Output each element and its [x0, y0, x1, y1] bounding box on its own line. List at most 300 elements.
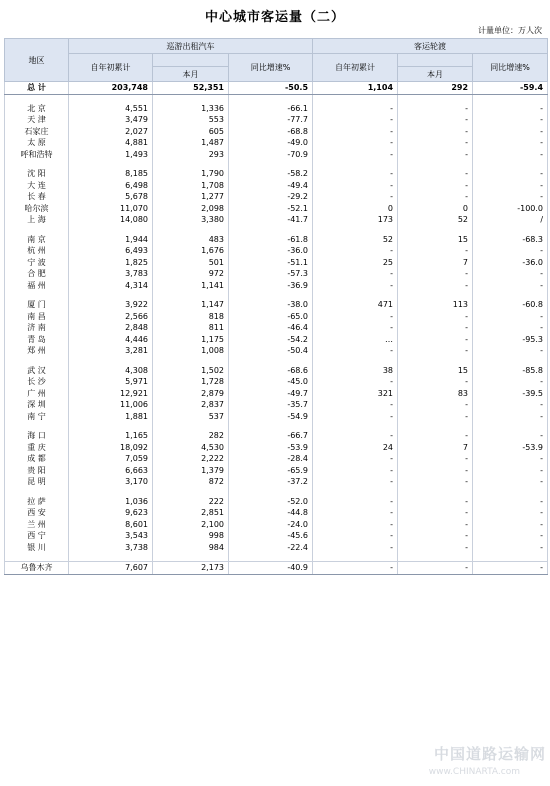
- ferry-ytd-cell: -: [313, 311, 398, 323]
- ferry-month-cell: -: [398, 465, 473, 477]
- ferry-yoy-cell: -: [473, 430, 548, 442]
- table-row: [5, 311, 548, 323]
- taxi-month-cell: 1,141: [153, 280, 229, 292]
- taxi-ytd-cell: 5,971: [69, 376, 153, 388]
- ferry-month-cell: -: [398, 311, 473, 323]
- ferry-month-cell: -: [398, 430, 473, 442]
- table-row: [5, 411, 548, 423]
- spacer-cell: [229, 357, 313, 365]
- header-taxi-group: 巡游出租汽车: [69, 39, 313, 54]
- watermark-url: www.CHINARTA.com: [428, 767, 520, 777]
- spacer-row: [5, 422, 548, 430]
- spacer-cell: [398, 291, 473, 299]
- taxi-month-cell: 553: [153, 114, 229, 126]
- taxi-yoy-cell: -49.4: [229, 180, 313, 192]
- taxi-yoy-cell: -44.8: [229, 507, 313, 519]
- ferry-ytd-cell: -: [313, 465, 398, 477]
- ferry-yoy-cell: -: [473, 311, 548, 323]
- ferry-ytd-cell: 25: [313, 257, 398, 269]
- city-name: 拉 萨: [5, 496, 69, 508]
- taxi-month-cell: 483: [153, 234, 229, 246]
- ferry-yoy-cell: -: [473, 542, 548, 554]
- taxi-ytd-cell: 8,601: [69, 519, 153, 531]
- spacer-cell: [5, 422, 69, 430]
- table-row: [5, 257, 548, 269]
- ferry-ytd-cell: -: [313, 399, 398, 411]
- city-name: 重 庆: [5, 442, 69, 454]
- ferry-ytd-cell: -: [313, 180, 398, 192]
- taxi-yoy-cell: -24.0: [229, 519, 313, 531]
- ferry-yoy-cell: -: [473, 507, 548, 519]
- ferry-ytd-cell: -: [313, 149, 398, 161]
- taxi-month-cell: 1,379: [153, 465, 229, 477]
- ferry-yoy-cell: -85.8: [473, 365, 548, 377]
- taxi-ytd-cell: 1,825: [69, 257, 153, 269]
- city-name: 太 原: [5, 137, 69, 149]
- table-row: [5, 345, 548, 357]
- city-name: 郑 州: [5, 345, 69, 357]
- taxi-month-cell: 501: [153, 257, 229, 269]
- ferry-month-cell: -: [398, 530, 473, 542]
- taxi-ytd-cell: 1,881: [69, 411, 153, 423]
- spacer-cell: [153, 291, 229, 299]
- ferry-month-cell: -: [398, 334, 473, 346]
- spacer-cell: [313, 488, 398, 496]
- taxi-ytd-cell: 18,092: [69, 442, 153, 454]
- ferry-month-cell: -: [398, 411, 473, 423]
- header-spacer: [398, 54, 473, 67]
- spacer-cell: [69, 94, 153, 103]
- taxi-ytd-cell: 203,748: [69, 82, 153, 95]
- taxi-month-cell: 2,851: [153, 507, 229, 519]
- spacer-cell: [153, 422, 229, 430]
- spacer-cell: [5, 357, 69, 365]
- table-row: [5, 507, 548, 519]
- taxi-ytd-cell: 6,498: [69, 180, 153, 192]
- spacer-cell: [229, 488, 313, 496]
- ferry-yoy-cell: -: [473, 399, 548, 411]
- city-name: 合 肥: [5, 268, 69, 280]
- ferry-month-cell: -: [398, 280, 473, 292]
- ferry-ytd-cell: -: [313, 519, 398, 531]
- ferry-yoy-cell: /: [473, 214, 548, 226]
- taxi-ytd-cell: 2,027: [69, 126, 153, 138]
- header-spacer: [153, 54, 229, 67]
- header-ferry-ytd: 自年初累计: [313, 54, 398, 82]
- ferry-yoy-cell: -39.5: [473, 388, 548, 400]
- taxi-yoy-cell: -45.0: [229, 376, 313, 388]
- taxi-month-cell: 2,098: [153, 203, 229, 215]
- header-taxi-yoy: 同比增速%: [229, 54, 313, 82]
- taxi-ytd-cell: 3,479: [69, 114, 153, 126]
- taxi-ytd-cell: 6,663: [69, 465, 153, 477]
- table-row: [5, 542, 548, 554]
- city-name: 青 岛: [5, 334, 69, 346]
- spacer-cell: [398, 94, 473, 103]
- spacer-cell: [69, 357, 153, 365]
- taxi-yoy-cell: -52.1: [229, 203, 313, 215]
- taxi-month-cell: 2,837: [153, 399, 229, 411]
- taxi-yoy-cell: -49.7: [229, 388, 313, 400]
- ferry-yoy-cell: -59.4: [473, 82, 548, 95]
- taxi-yoy-cell: -38.0: [229, 299, 313, 311]
- ferry-yoy-cell: -: [473, 149, 548, 161]
- ferry-yoy-cell: -: [473, 114, 548, 126]
- taxi-ytd-cell: 1,944: [69, 234, 153, 246]
- table-row: [5, 365, 548, 377]
- spacer-cell: [5, 94, 69, 103]
- ferry-ytd-cell: -: [313, 345, 398, 357]
- taxi-ytd-cell: 7,607: [69, 562, 153, 575]
- taxi-ytd-cell: 4,446: [69, 334, 153, 346]
- taxi-yoy-cell: -53.9: [229, 442, 313, 454]
- ferry-month-cell: -: [398, 268, 473, 280]
- city-name: 南 京: [5, 234, 69, 246]
- header-ferry-group: 客运轮渡: [313, 39, 548, 54]
- ferry-ytd-cell: -: [313, 411, 398, 423]
- ferry-ytd-cell: -: [313, 430, 398, 442]
- taxi-yoy-cell: -51.1: [229, 257, 313, 269]
- spacer-cell: [153, 94, 229, 103]
- spacer-cell: [313, 94, 398, 103]
- spacer-cell: [69, 160, 153, 168]
- table-row: [5, 334, 548, 346]
- city-name: 长 春: [5, 191, 69, 203]
- taxi-month-cell: 1,277: [153, 191, 229, 203]
- table-row: [5, 376, 548, 388]
- ferry-month-cell: -: [398, 496, 473, 508]
- table-row: [5, 519, 548, 531]
- ferry-yoy-cell: -: [473, 519, 548, 531]
- taxi-yoy-cell: -54.2: [229, 334, 313, 346]
- ferry-ytd-cell: -: [313, 542, 398, 554]
- ferry-ytd-cell: -: [313, 103, 398, 115]
- table-row: [5, 214, 548, 226]
- spacer-cell: [69, 291, 153, 299]
- ferry-yoy-cell: -: [473, 191, 548, 203]
- table-row: [5, 399, 548, 411]
- spacer-cell: [473, 488, 548, 496]
- ferry-yoy-cell: -: [473, 562, 548, 575]
- spacer-cell: [69, 488, 153, 496]
- spacer-cell: [153, 553, 229, 562]
- taxi-month-cell: 972: [153, 268, 229, 280]
- taxi-month-cell: 1,147: [153, 299, 229, 311]
- spacer-cell: [153, 357, 229, 365]
- spacer-cell: [229, 422, 313, 430]
- taxi-ytd-cell: 2,848: [69, 322, 153, 334]
- ferry-yoy-cell: -: [473, 476, 548, 488]
- spacer-cell: [398, 488, 473, 496]
- city-name: 宁 波: [5, 257, 69, 269]
- taxi-month-cell: 1,708: [153, 180, 229, 192]
- taxi-ytd-cell: 7,059: [69, 453, 153, 465]
- ferry-month-cell: 83: [398, 388, 473, 400]
- ferry-ytd-cell: -: [313, 191, 398, 203]
- taxi-month-cell: 293: [153, 149, 229, 161]
- table-row: [5, 114, 548, 126]
- spacer-cell: [69, 226, 153, 234]
- taxi-ytd-cell: 1,165: [69, 430, 153, 442]
- taxi-month-cell: 811: [153, 322, 229, 334]
- taxi-ytd-cell: 8,185: [69, 168, 153, 180]
- spacer-cell: [229, 160, 313, 168]
- ferry-ytd-cell: -: [313, 137, 398, 149]
- ferry-month-cell: -: [398, 149, 473, 161]
- city-name: 乌鲁木齐: [5, 562, 69, 575]
- taxi-ytd-cell: 9,623: [69, 507, 153, 519]
- table-row: [5, 442, 548, 454]
- unit-label: 计量单位：万人次: [478, 26, 542, 35]
- ferry-yoy-cell: -95.3: [473, 334, 548, 346]
- spacer-cell: [473, 160, 548, 168]
- spacer-cell: [5, 160, 69, 168]
- ferry-ytd-cell: -: [313, 476, 398, 488]
- taxi-month-cell: 3,380: [153, 214, 229, 226]
- ferry-ytd-cell: 24: [313, 442, 398, 454]
- city-name: 南 昌: [5, 311, 69, 323]
- ferry-yoy-cell: -53.9: [473, 442, 548, 454]
- ferry-ytd-cell: 471: [313, 299, 398, 311]
- taxi-yoy-cell: -66.1: [229, 103, 313, 115]
- ferry-month-cell: -: [398, 137, 473, 149]
- ferry-month-cell: 0: [398, 203, 473, 215]
- city-name: 石家庄: [5, 126, 69, 138]
- city-name: 兰 州: [5, 519, 69, 531]
- table-row: [5, 430, 548, 442]
- city-name: 贵 阳: [5, 465, 69, 477]
- ferry-month-cell: 52: [398, 214, 473, 226]
- ferry-yoy-cell: -: [473, 411, 548, 423]
- table-row: [5, 530, 548, 542]
- table-row: [5, 453, 548, 465]
- ferry-yoy-cell: -: [473, 345, 548, 357]
- ferry-yoy-cell: -: [473, 168, 548, 180]
- spacer-cell: [69, 553, 153, 562]
- city-name: 深 圳: [5, 399, 69, 411]
- ferry-yoy-cell: -: [473, 530, 548, 542]
- spacer-cell: [313, 422, 398, 430]
- spacer-row: [5, 226, 548, 234]
- spacer-cell: [313, 226, 398, 234]
- taxi-ytd-cell: 4,551: [69, 103, 153, 115]
- taxi-month-cell: 2,879: [153, 388, 229, 400]
- taxi-month-cell: 1,175: [153, 334, 229, 346]
- taxi-month-cell: 222: [153, 496, 229, 508]
- ferry-month-cell: 113: [398, 299, 473, 311]
- taxi-ytd-cell: 11,006: [69, 399, 153, 411]
- taxi-yoy-cell: -65.0: [229, 311, 313, 323]
- city-name: 南 宁: [5, 411, 69, 423]
- taxi-yoy-cell: -65.9: [229, 465, 313, 477]
- spacer-cell: [398, 226, 473, 234]
- taxi-yoy-cell: -22.4: [229, 542, 313, 554]
- taxi-yoy-cell: -61.8: [229, 234, 313, 246]
- ferry-yoy-cell: -: [473, 180, 548, 192]
- spacer-cell: [5, 488, 69, 496]
- taxi-month-cell: 2,100: [153, 519, 229, 531]
- table-row: [5, 476, 548, 488]
- ferry-yoy-cell: -68.3: [473, 234, 548, 246]
- taxi-ytd-cell: 3,170: [69, 476, 153, 488]
- total-row: [5, 82, 548, 95]
- table-row: [5, 245, 548, 257]
- ferry-month-cell: -: [398, 103, 473, 115]
- taxi-ytd-cell: 12,921: [69, 388, 153, 400]
- table-header: [5, 39, 548, 82]
- spacer-cell: [313, 357, 398, 365]
- ferry-month-cell: -: [398, 542, 473, 554]
- header-taxi-month: 本月: [153, 67, 229, 82]
- spacer-cell: [398, 553, 473, 562]
- taxi-month-cell: 537: [153, 411, 229, 423]
- ferry-month-cell: -: [398, 245, 473, 257]
- table-row: [5, 465, 548, 477]
- taxi-month-cell: 1,728: [153, 376, 229, 388]
- ferry-ytd-cell: -: [313, 245, 398, 257]
- table-row: [5, 126, 548, 138]
- watermark-logo: 中国道路运输网: [433, 745, 546, 763]
- ferry-ytd-cell: -: [313, 322, 398, 334]
- taxi-yoy-cell: -49.0: [229, 137, 313, 149]
- spacer-cell: [473, 226, 548, 234]
- ferry-ytd-cell: -: [313, 496, 398, 508]
- taxi-yoy-cell: -36.9: [229, 280, 313, 292]
- ferry-month-cell: -: [398, 168, 473, 180]
- ferry-ytd-cell: 0: [313, 203, 398, 215]
- header-region: 地区: [5, 39, 69, 82]
- ferry-ytd-cell: -: [313, 168, 398, 180]
- ferry-yoy-cell: -: [473, 103, 548, 115]
- ferry-month-cell: 7: [398, 442, 473, 454]
- taxi-month-cell: 1,336: [153, 103, 229, 115]
- taxi-ytd-cell: 4,314: [69, 280, 153, 292]
- ferry-month-cell: -: [398, 191, 473, 203]
- taxi-ytd-cell: 4,308: [69, 365, 153, 377]
- taxi-month-cell: 282: [153, 430, 229, 442]
- table-row: [5, 280, 548, 292]
- taxi-yoy-cell: -35.7: [229, 399, 313, 411]
- ferry-ytd-cell: -: [313, 280, 398, 292]
- taxi-yoy-cell: -45.6: [229, 530, 313, 542]
- table-row: [5, 496, 548, 508]
- city-name: 天 津: [5, 114, 69, 126]
- ferry-yoy-cell: -: [473, 376, 548, 388]
- ferry-month-cell: -: [398, 322, 473, 334]
- table-row: [5, 203, 548, 215]
- table-row: [5, 191, 548, 203]
- taxi-month-cell: 1,676: [153, 245, 229, 257]
- ferry-month-cell: -: [398, 399, 473, 411]
- taxi-yoy-cell: -28.4: [229, 453, 313, 465]
- spacer-cell: [473, 553, 548, 562]
- taxi-ytd-cell: 3,281: [69, 345, 153, 357]
- taxi-ytd-cell: 5,678: [69, 191, 153, 203]
- taxi-yoy-cell: -70.9: [229, 149, 313, 161]
- spacer-row: [5, 357, 548, 365]
- taxi-month-cell: 1,487: [153, 137, 229, 149]
- ferry-ytd-cell: …: [313, 334, 398, 346]
- table-row: [5, 149, 548, 161]
- city-name: 北 京: [5, 103, 69, 115]
- spacer-cell: [5, 553, 69, 562]
- spacer-cell: [313, 291, 398, 299]
- city-name: 武 汉: [5, 365, 69, 377]
- spacer-cell: [153, 160, 229, 168]
- city-name: 长 沙: [5, 376, 69, 388]
- spacer-cell: [398, 160, 473, 168]
- ferry-yoy-cell: -: [473, 268, 548, 280]
- spacer-cell: [153, 488, 229, 496]
- ferry-ytd-cell: 38: [313, 365, 398, 377]
- table-row: [5, 562, 548, 575]
- ferry-yoy-cell: -: [473, 137, 548, 149]
- spacer-cell: [229, 94, 313, 103]
- taxi-yoy-cell: -57.3: [229, 268, 313, 280]
- ferry-ytd-cell: 52: [313, 234, 398, 246]
- ferry-yoy-cell: -: [473, 322, 548, 334]
- taxi-month-cell: 52,351: [153, 82, 229, 95]
- taxi-month-cell: 2,222: [153, 453, 229, 465]
- table-body: [5, 82, 548, 575]
- ferry-yoy-cell: -: [473, 280, 548, 292]
- taxi-yoy-cell: -52.0: [229, 496, 313, 508]
- taxi-yoy-cell: -58.2: [229, 168, 313, 180]
- ferry-month-cell: 292: [398, 82, 473, 95]
- city-name: 大 连: [5, 180, 69, 192]
- ferry-yoy-cell: -: [473, 453, 548, 465]
- ferry-ytd-cell: 173: [313, 214, 398, 226]
- ferry-ytd-cell: -: [313, 507, 398, 519]
- taxi-month-cell: 1,790: [153, 168, 229, 180]
- taxi-ytd-cell: 1,036: [69, 496, 153, 508]
- taxi-yoy-cell: -68.8: [229, 126, 313, 138]
- ferry-ytd-cell: -: [313, 126, 398, 138]
- spacer-cell: [229, 291, 313, 299]
- city-name: 昆 明: [5, 476, 69, 488]
- table-row: [5, 299, 548, 311]
- city-name: 杭 州: [5, 245, 69, 257]
- spacer-cell: [229, 553, 313, 562]
- taxi-month-cell: 998: [153, 530, 229, 542]
- taxi-month-cell: 1,008: [153, 345, 229, 357]
- city-name: 海 口: [5, 430, 69, 442]
- taxi-ytd-cell: 1,493: [69, 149, 153, 161]
- city-name: 西 安: [5, 507, 69, 519]
- city-name: 福 州: [5, 280, 69, 292]
- spacer-cell: [398, 357, 473, 365]
- ferry-ytd-cell: -: [313, 114, 398, 126]
- spacer-cell: [398, 422, 473, 430]
- taxi-month-cell: 872: [153, 476, 229, 488]
- taxi-month-cell: 4,530: [153, 442, 229, 454]
- taxi-month-cell: 1,502: [153, 365, 229, 377]
- ferry-yoy-cell: -60.8: [473, 299, 548, 311]
- taxi-yoy-cell: -36.0: [229, 245, 313, 257]
- ferry-month-cell: 15: [398, 365, 473, 377]
- city-name: 济 南: [5, 322, 69, 334]
- city-name: 广 州: [5, 388, 69, 400]
- taxi-yoy-cell: -77.7: [229, 114, 313, 126]
- spacer-cell: [5, 226, 69, 234]
- taxi-ytd-cell: 14,080: [69, 214, 153, 226]
- table-row: [5, 322, 548, 334]
- page-title: 中心城市客运量（二）: [204, 10, 345, 25]
- ferry-yoy-cell: -: [473, 465, 548, 477]
- ferry-ytd-cell: 321: [313, 388, 398, 400]
- spacer-cell: [69, 422, 153, 430]
- ferry-month-cell: 7: [398, 257, 473, 269]
